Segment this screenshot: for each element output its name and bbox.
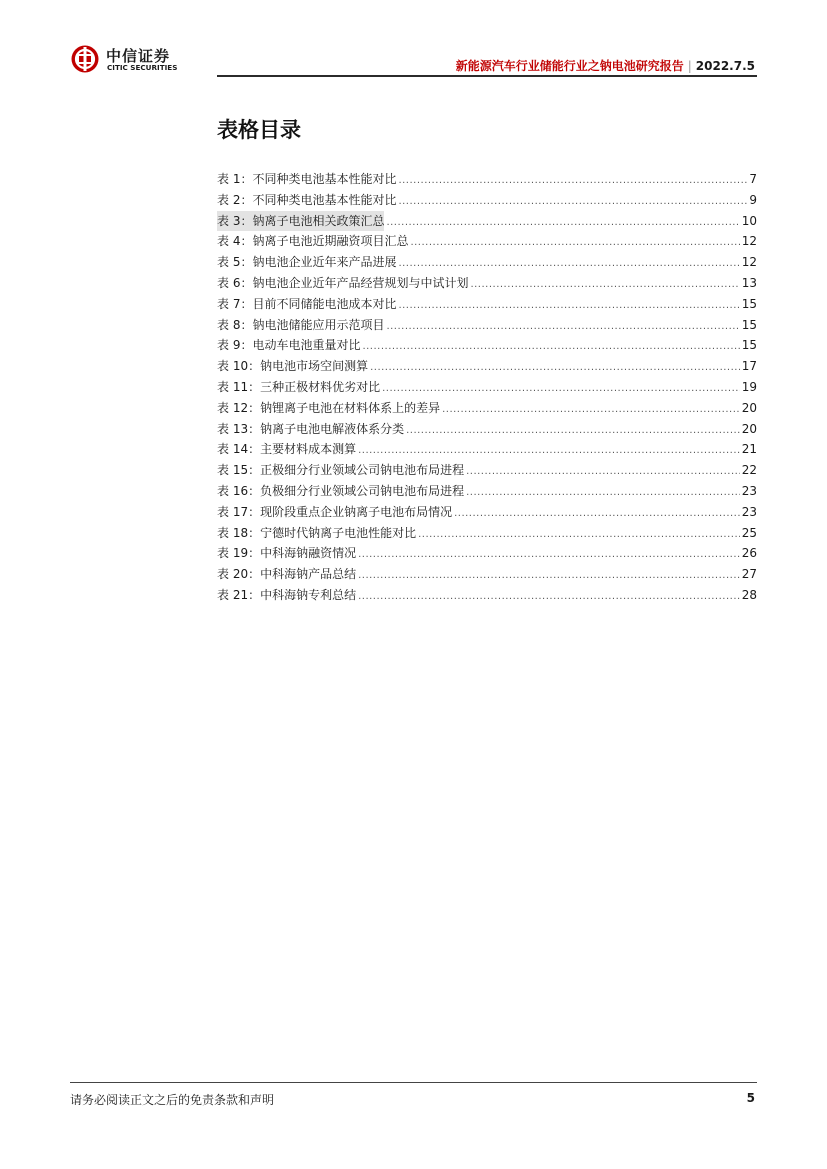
toc-entry-label: 表 2：不同种类电池基本性能对比 [217,192,397,207]
toc-entry[interactable] [217,315,757,336]
toc-leader-dots [418,525,740,546]
toc-entry-page: 17 [741,359,757,374]
toc-entry-label: 表 12：钠锂离子电池在材料体系上的差异 [217,400,441,415]
logo-text-en: CITIC SECURITIES [107,63,178,72]
toc-leader-dots [362,337,739,358]
toc-entry[interactable] [217,543,757,564]
toc-entry-label: 表 1：不同种类电池基本性能对比 [217,172,397,186]
toc-entry-page: 28 [741,587,757,602]
toc-entry[interactable] [217,564,757,585]
toc-entry-label: 表 19：中科海钠融资情况 [217,546,357,561]
citic-logo [70,44,200,76]
toc-entry-label: 表 4：钠离子电池近期融资项目汇总 [217,234,409,249]
toc-entry-page: 20 [741,421,757,436]
toc-leader-dots [466,483,740,504]
toc-leader-dots [398,192,747,213]
toc-entry-page: 12 [741,255,757,270]
toc-entry-label: 表 6：钠电池企业近年产品经营规划与中试计划 [217,275,469,290]
toc-entry-label: 表 14：主要材料成本测算 [217,442,357,457]
toc-entry-label: 表 16：负极细分行业领域公司钠电池布局进程 [217,483,465,498]
header-separator: | [687,59,692,73]
report-header [456,57,755,74]
logo-text-cn: 中信证券 [106,47,171,65]
toc-entry-label: 表 8：钠电池储能应用示范项目 [217,317,385,332]
toc-leader-dots [406,421,740,442]
toc-entry-page: 23 [741,483,757,498]
citic-emblem-icon [70,44,100,74]
toc-leader-dots [382,379,740,400]
toc-entry-label: 表 21：中科海钠专利总结 [217,587,357,602]
toc-entry[interactable] [217,211,757,232]
toc-entry-label: 表 5：钠电池企业近年来产品进展 [217,255,397,270]
toc-leader-dots [358,566,740,587]
toc-entry-page: 22 [741,463,757,478]
toc-entry-page: 25 [741,525,757,540]
toc-entry[interactable] [217,252,757,273]
toc-entry-label: 表 15：正极细分行业领域公司钠电池布局进程 [217,463,465,478]
toc-entry[interactable] [217,460,757,481]
toc-leader-dots [370,358,740,379]
header-divider [217,75,757,77]
toc-entry-label: 表 9：电动车电池重量对比 [217,338,361,353]
toc-leader-dots [398,296,739,317]
toc-entry[interactable] [217,523,757,544]
toc-entry[interactable] [217,231,757,252]
toc-entry-page: 7 [749,172,757,186]
toc-entry-label: 表 18：宁德时代钠离子电池性能对比 [217,525,417,540]
toc-entry-page: 10 [741,213,757,228]
toc-entry[interactable] [217,398,757,419]
toc-leader-dots [410,233,739,254]
toc-entry-label: 表 13：钠离子电池电解液体系分类 [217,421,405,436]
toc-leader-dots [466,462,740,483]
toc-entry-label: 表 11：三种正极材料优劣对比 [217,379,381,394]
toc-entry[interactable] [217,419,757,440]
disclaimer-note: 请务必阅读正文之后的免责条款和声明 [70,1093,275,1107]
toc-entry-page: 19 [741,379,757,394]
toc-entry-label: 表 17：现阶段重点企业钠离子电池布局情况 [217,504,453,519]
toc-leader-dots [442,400,740,421]
toc-entry-page: 12 [741,234,757,249]
report-title: 新能源汽车行业储能行业之钠电池研究报告 [455,59,684,73]
toc-entry[interactable] [217,294,757,315]
toc-entry[interactable] [217,273,757,294]
toc-entry-label: 表 20：中科海钠产品总结 [217,567,357,582]
toc-leader-dots [386,317,739,338]
toc-entry-page: 15 [741,296,757,311]
toc-leader-dots [454,504,740,525]
toc-entry-label: 表 7：目前不同储能电池成本对比 [217,296,397,311]
toc-entry-label: 表 10：钠电池市场空间测算 [217,359,369,374]
toc-leader-dots [398,254,739,275]
toc-entry-page: 20 [741,400,757,415]
page-title: 表格目录 [217,118,301,142]
toc-leader-dots [470,275,739,296]
toc-entry[interactable] [217,377,757,398]
toc-entry-page: 21 [741,442,757,457]
toc-entry[interactable] [217,481,757,502]
toc-entry-page: 15 [741,317,757,332]
toc-entry-page: 15 [741,338,757,353]
toc-entry[interactable] [217,169,757,190]
toc-entry-page: 23 [741,504,757,519]
toc-entry[interactable] [217,335,757,356]
table-of-tables [217,169,757,606]
page-number: 5 [746,1091,755,1105]
toc-entry[interactable] [217,502,757,523]
toc-entry-page: 13 [741,275,757,290]
toc-entry[interactable] [217,190,757,211]
toc-entry[interactable] [217,585,757,606]
toc-entry-page: 9 [749,192,757,207]
toc-leader-dots [386,213,739,234]
toc-entry-label: 表 3：钠离子电池相关政策汇总 [217,211,384,232]
toc-leader-dots [358,545,740,566]
toc-entry[interactable] [217,356,757,377]
toc-entry-page: 26 [741,546,757,561]
toc-leader-dots [358,441,740,462]
toc-entry-page: 27 [741,567,757,582]
toc-leader-dots [358,587,740,608]
toc-leader-dots [398,171,747,192]
toc-entry[interactable] [217,439,757,460]
footer-divider [70,1082,757,1083]
report-date: 2022.7.5 [695,59,755,73]
